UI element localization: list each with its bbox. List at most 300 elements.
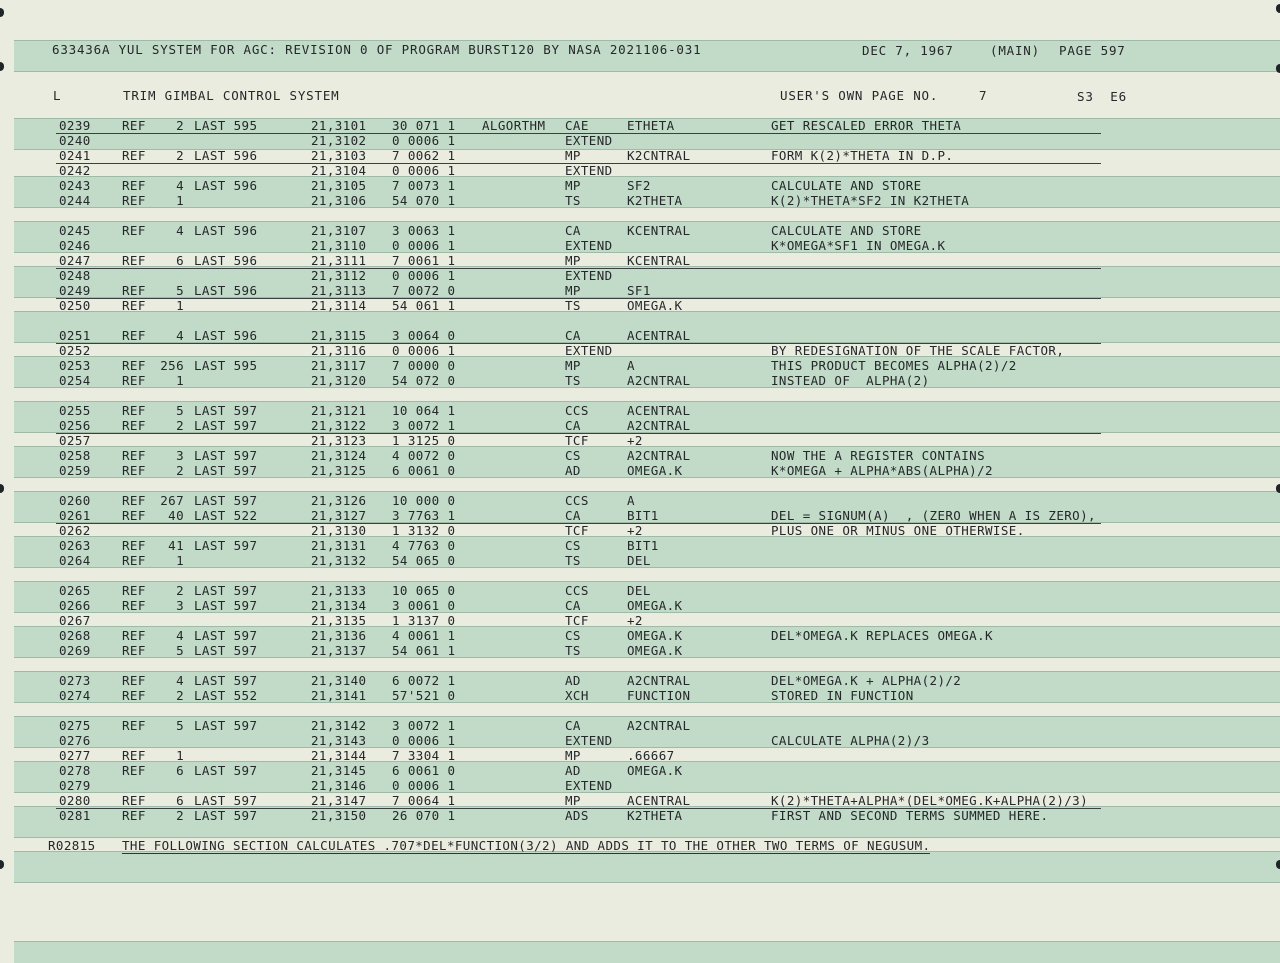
listing-row — [0, 494, 1200, 508]
operand: BIT1 — [627, 508, 659, 523]
ref-keyword: REF — [122, 598, 146, 613]
octal-word: 30 071 1 — [392, 118, 456, 133]
opcode: CA — [565, 718, 581, 733]
operand: A — [627, 358, 635, 373]
line-number: 0267 — [59, 613, 91, 628]
ref-keyword: REF — [122, 418, 146, 433]
address: 21,3130 — [311, 523, 367, 538]
listing-row — [0, 404, 1200, 418]
ref-count: 5 — [176, 718, 184, 733]
listing-row — [0, 419, 1200, 433]
opcode: CA — [565, 598, 581, 613]
ref-keyword: REF — [122, 793, 146, 808]
operand: .66667 — [627, 748, 675, 763]
last-ref: LAST 522 — [194, 508, 258, 523]
last-ref: LAST 597 — [194, 628, 258, 643]
address: 21,3116 — [311, 343, 367, 358]
operand: ACENTRAL — [627, 793, 691, 808]
listing-title: 633436A YUL SYSTEM FOR AGC: REVISION 0 OF PROGRAM BURST120 BY NASA 2021106-031 — [52, 42, 702, 57]
address: 21,3117 — [311, 358, 367, 373]
ref-keyword: REF — [122, 538, 146, 553]
opcode: CAE — [565, 118, 589, 133]
octal-word: 0 0006 1 — [392, 238, 456, 253]
opcode: MP — [565, 748, 581, 763]
ref-count: 2 — [176, 148, 184, 163]
comment: DEL*OMEGA.K + ALPHA(2)/2 — [771, 673, 962, 688]
last-ref: LAST 597 — [194, 403, 258, 418]
listing-row — [0, 719, 1200, 733]
octal-word: 7 3304 1 — [392, 748, 456, 763]
octal-word: 3 0072 1 — [392, 418, 456, 433]
last-ref: LAST 596 — [194, 283, 258, 298]
line-number: 0268 — [59, 628, 91, 643]
green-bar — [14, 851, 1280, 883]
operand: A — [627, 493, 635, 508]
opcode: CCS — [565, 403, 589, 418]
line-number: 0264 — [59, 553, 91, 568]
octal-word: 4 0061 1 — [392, 628, 456, 643]
opcode: CCS — [565, 493, 589, 508]
ref-keyword: REF — [122, 328, 146, 343]
line-number: 0278 — [59, 763, 91, 778]
feed-hole — [1276, 860, 1280, 869]
opcode: CS — [565, 538, 581, 553]
octal-word: 54 061 1 — [392, 643, 456, 658]
line-number: 0257 — [59, 433, 91, 448]
address: 21,3140 — [311, 673, 367, 688]
operand: ETHETA — [627, 118, 675, 133]
ref-keyword: REF — [122, 283, 146, 298]
listing-row — [0, 224, 1200, 238]
footer-comment: THE FOLLOWING SECTION CALCULATES .707*DEL*FUNCTION(3/2) AND ADDS IT TO THE OTHER TWO TERMS OF NEGUSUM. — [122, 838, 931, 853]
comment: GET RESCALED ERROR THETA — [771, 118, 962, 133]
line-number: 0256 — [59, 418, 91, 433]
line-number: 0243 — [59, 178, 91, 193]
ref-count: 5 — [176, 403, 184, 418]
ref-count: 40 — [168, 508, 184, 523]
ref-keyword: REF — [122, 193, 146, 208]
opcode: CA — [565, 418, 581, 433]
octal-word: 0 0006 1 — [392, 778, 456, 793]
last-ref: LAST 597 — [194, 538, 258, 553]
ref-count: 2 — [176, 688, 184, 703]
address: 21,3127 — [311, 508, 367, 523]
comment: CALCULATE AND STORE — [771, 223, 922, 238]
octal-word: 10 065 0 — [392, 583, 456, 598]
opcode: CA — [565, 508, 581, 523]
address: 21,3146 — [311, 778, 367, 793]
opcode: CS — [565, 448, 581, 463]
line-number: 0255 — [59, 403, 91, 418]
opcode: MP — [565, 793, 581, 808]
listing-row — [0, 374, 1200, 388]
line-number: 0244 — [59, 193, 91, 208]
operand: A2CNTRAL — [627, 448, 691, 463]
last-ref: LAST 597 — [194, 808, 258, 823]
ref-keyword: REF — [122, 688, 146, 703]
ref-count: 1 — [176, 373, 184, 388]
sheet-code: S3 E6 — [1077, 89, 1127, 104]
listing-row — [0, 779, 1200, 793]
listing-row — [0, 734, 1200, 748]
address: 21,3125 — [311, 463, 367, 478]
line-number: 0262 — [59, 523, 91, 538]
line-number: 0248 — [59, 268, 91, 283]
octal-word: 7 0073 1 — [392, 178, 456, 193]
listing-row — [0, 584, 1200, 598]
comment: NOW THE A REGISTER CONTAINS — [771, 448, 985, 463]
opcode: MP — [565, 253, 581, 268]
opcode: EXTEND — [565, 163, 613, 178]
ref-keyword: REF — [122, 808, 146, 823]
comment: PLUS ONE OR MINUS ONE OTHERWISE. — [771, 523, 1025, 538]
opcode: EXTEND — [565, 238, 613, 253]
listing-row — [0, 254, 1200, 268]
octal-word: 54 072 0 — [392, 373, 456, 388]
opcode: CS — [565, 628, 581, 643]
operand: A2CNTRAL — [627, 418, 691, 433]
line-number: 0251 — [59, 328, 91, 343]
line-number: 0249 — [59, 283, 91, 298]
ref-count: 2 — [176, 583, 184, 598]
opcode: MP — [565, 283, 581, 298]
octal-word: 7 0072 0 — [392, 283, 456, 298]
feed-hole — [1276, 4, 1280, 13]
comment: BY REDESIGNATION OF THE SCALE FACTOR, — [771, 343, 1065, 358]
listing-row — [0, 674, 1200, 688]
ref-keyword: REF — [122, 223, 146, 238]
operand: KCENTRAL — [627, 223, 691, 238]
operand: OMEGA.K — [627, 643, 683, 658]
octal-word: 0 0006 1 — [392, 733, 456, 748]
opcode: EXTEND — [565, 133, 613, 148]
listing-row — [0, 809, 1200, 823]
address: 21,3123 — [311, 433, 367, 448]
ref-keyword: REF — [122, 508, 146, 523]
ref-count: 41 — [168, 538, 184, 553]
operand: A2CNTRAL — [627, 373, 691, 388]
operand: +2 — [627, 523, 643, 538]
address: 21,3112 — [311, 268, 367, 283]
address: 21,3120 — [311, 373, 367, 388]
address: 21,3150 — [311, 808, 367, 823]
octal-word: 0 0006 1 — [392, 163, 456, 178]
listing-row — [0, 359, 1200, 373]
last-ref: LAST 596 — [194, 253, 258, 268]
line-number: 0240 — [59, 133, 91, 148]
octal-word: 1 3132 0 — [392, 523, 456, 538]
address: 21,3145 — [311, 763, 367, 778]
listing-row — [0, 539, 1200, 553]
symbol-label: ALGORTHM — [482, 118, 546, 133]
ref-keyword: REF — [122, 463, 146, 478]
opcode: CA — [565, 328, 581, 343]
line-number: 0259 — [59, 463, 91, 478]
octal-word: 1 3137 0 — [392, 613, 456, 628]
line-number: 0250 — [59, 298, 91, 313]
ref-keyword: REF — [122, 373, 146, 388]
feed-hole — [0, 8, 4, 17]
last-ref: LAST 597 — [194, 673, 258, 688]
operand: BIT1 — [627, 538, 659, 553]
opcode: TS — [565, 193, 581, 208]
listing-row — [0, 599, 1200, 613]
listing-row — [0, 434, 1200, 448]
line-number: 0253 — [59, 358, 91, 373]
listing-row — [0, 764, 1200, 778]
feed-hole — [1276, 484, 1280, 493]
feed-hole — [0, 62, 4, 71]
comment: CALCULATE AND STORE — [771, 178, 922, 193]
octal-word: 3 0063 1 — [392, 223, 456, 238]
opcode: AD — [565, 463, 581, 478]
octal-word: 7 0000 0 — [392, 358, 456, 373]
line-number: 0242 — [59, 163, 91, 178]
listing-date: DEC 7, 1967 — [862, 43, 954, 58]
last-ref: LAST 596 — [194, 328, 258, 343]
comment: INSTEAD OF ALPHA(2) — [771, 373, 930, 388]
comment: CALCULATE ALPHA(2)/3 — [771, 733, 930, 748]
opcode: EXTEND — [565, 778, 613, 793]
feed-hole — [0, 484, 4, 493]
last-ref: LAST 596 — [194, 178, 258, 193]
operand: FUNCTION — [627, 688, 691, 703]
operand: K2CNTRAL — [627, 148, 691, 163]
octal-word: 10 064 1 — [392, 403, 456, 418]
listing-row — [0, 119, 1200, 133]
address: 21,3113 — [311, 283, 367, 298]
opcode: MP — [565, 178, 581, 193]
listing-row — [0, 149, 1200, 163]
ref-keyword: REF — [122, 748, 146, 763]
listing-row — [0, 554, 1200, 568]
operand: +2 — [627, 613, 643, 628]
address: 21,3121 — [311, 403, 367, 418]
listing-row — [0, 284, 1200, 298]
ref-keyword: REF — [122, 553, 146, 568]
line-number: 0252 — [59, 343, 91, 358]
octal-word: 7 0062 1 — [392, 148, 456, 163]
address: 21,3111 — [311, 253, 367, 268]
opcode: EXTEND — [565, 268, 613, 283]
line-number: 0254 — [59, 373, 91, 388]
comment: FIRST AND SECOND TERMS SUMMED HERE. — [771, 808, 1049, 823]
opcode: EXTEND — [565, 343, 613, 358]
listing-row — [0, 134, 1200, 148]
ref-count: 5 — [176, 283, 184, 298]
address: 21,3115 — [311, 328, 367, 343]
ref-count: 2 — [176, 118, 184, 133]
operand: DEL — [627, 583, 651, 598]
operand: OMEGA.K — [627, 298, 683, 313]
address: 21,3105 — [311, 178, 367, 193]
address: 21,3103 — [311, 148, 367, 163]
listing-row — [0, 629, 1200, 643]
address: 21,3104 — [311, 163, 367, 178]
listing-row — [0, 344, 1200, 358]
last-ref: LAST 597 — [194, 463, 258, 478]
line-number: 0246 — [59, 238, 91, 253]
ref-count: 3 — [176, 448, 184, 463]
listing-row — [0, 164, 1200, 178]
octal-word: 4 0072 0 — [392, 448, 456, 463]
last-ref: LAST 597 — [194, 448, 258, 463]
octal-word: 54 065 0 — [392, 553, 456, 568]
opcode: TS — [565, 298, 581, 313]
ref-keyword: REF — [122, 403, 146, 418]
ref-keyword: REF — [122, 178, 146, 193]
ref-count: 4 — [176, 673, 184, 688]
comment: STORED IN FUNCTION — [771, 688, 914, 703]
address: 21,3122 — [311, 418, 367, 433]
ref-keyword: REF — [122, 448, 146, 463]
octal-word: 1 3125 0 — [392, 433, 456, 448]
log-section-title: TRIM GIMBAL CONTROL SYSTEM — [123, 88, 340, 103]
last-ref: LAST 596 — [194, 223, 258, 238]
ref-count: 267 — [160, 493, 184, 508]
users-page-label: USER'S OWN PAGE NO. — [780, 88, 939, 103]
line-number: 0263 — [59, 538, 91, 553]
line-number: 0245 — [59, 223, 91, 238]
line-number: 0274 — [59, 688, 91, 703]
listing-row — [0, 749, 1200, 763]
listing-row — [0, 179, 1200, 193]
operand: DEL — [627, 553, 651, 568]
address: 21,3132 — [311, 553, 367, 568]
operand: ACENTRAL — [627, 403, 691, 418]
comment: K*OMEGA + ALPHA*ABS(ALPHA)/2 — [771, 463, 993, 478]
opcode: TS — [565, 553, 581, 568]
last-ref: LAST 597 — [194, 643, 258, 658]
ref-count: 1 — [176, 298, 184, 313]
comment: FORM K(2)*THETA IN D.P. — [771, 148, 954, 163]
address: 21,3114 — [311, 298, 367, 313]
opcode: XCH — [565, 688, 589, 703]
octal-word: 0 0006 1 — [392, 343, 456, 358]
ref-keyword: REF — [122, 253, 146, 268]
ref-count: 1 — [176, 748, 184, 763]
listing-row — [0, 614, 1200, 628]
address: 21,3133 — [311, 583, 367, 598]
octal-word: 3 0061 0 — [392, 598, 456, 613]
address: 21,3101 — [311, 118, 367, 133]
ref-count: 2 — [176, 463, 184, 478]
octal-word: 3 0064 0 — [392, 328, 456, 343]
listing-row — [0, 509, 1200, 523]
ref-keyword: REF — [122, 583, 146, 598]
operand: OMEGA.K — [627, 628, 683, 643]
address: 21,3143 — [311, 733, 367, 748]
address: 21,3134 — [311, 598, 367, 613]
octal-word: 54 070 1 — [392, 193, 456, 208]
ref-count: 6 — [176, 763, 184, 778]
last-ref: LAST 552 — [194, 688, 258, 703]
line-number: 0261 — [59, 508, 91, 523]
opcode: TCF — [565, 613, 589, 628]
line-number: 0260 — [59, 493, 91, 508]
octal-word: 57'521 0 — [392, 688, 456, 703]
line-number: 0269 — [59, 643, 91, 658]
octal-word: 54 061 1 — [392, 298, 456, 313]
last-ref: LAST 595 — [194, 358, 258, 373]
listing-row — [0, 329, 1200, 343]
ref-keyword: REF — [122, 628, 146, 643]
ref-keyword: REF — [122, 763, 146, 778]
opcode: AD — [565, 673, 581, 688]
address: 21,3110 — [311, 238, 367, 253]
ref-count: 6 — [176, 793, 184, 808]
opcode: TCF — [565, 523, 589, 538]
line-number: 0241 — [59, 148, 91, 163]
address: 21,3147 — [311, 793, 367, 808]
last-ref: LAST 597 — [194, 493, 258, 508]
page-number: PAGE 597 — [1059, 43, 1126, 58]
address: 21,3131 — [311, 538, 367, 553]
ref-count: 1 — [176, 553, 184, 568]
line-number: 0279 — [59, 778, 91, 793]
operand: K2THETA — [627, 808, 683, 823]
operand: SF1 — [627, 283, 651, 298]
operand: K2THETA — [627, 193, 683, 208]
operand: +2 — [627, 433, 643, 448]
listing-row — [0, 464, 1200, 478]
opcode: TCF — [565, 433, 589, 448]
last-ref: LAST 597 — [194, 763, 258, 778]
ref-keyword: REF — [122, 643, 146, 658]
green-bar — [14, 941, 1280, 963]
ref-keyword: REF — [122, 298, 146, 313]
octal-word: 3 0072 1 — [392, 718, 456, 733]
listing-row — [0, 794, 1200, 808]
ref-keyword: REF — [122, 718, 146, 733]
ref-count: 2 — [176, 808, 184, 823]
opcode: ADS — [565, 808, 589, 823]
comment: THIS PRODUCT BECOMES ALPHA(2)/2 — [771, 358, 1017, 373]
feed-hole — [1276, 64, 1280, 73]
line-number: 0239 — [59, 118, 91, 133]
octal-word: 7 0061 1 — [392, 253, 456, 268]
operand: A2CNTRAL — [627, 673, 691, 688]
operand: OMEGA.K — [627, 463, 683, 478]
line-number: 0276 — [59, 733, 91, 748]
opcode: EXTEND — [565, 733, 613, 748]
listing-row — [0, 194, 1200, 208]
address: 21,3142 — [311, 718, 367, 733]
octal-word: 7 0064 1 — [392, 793, 456, 808]
listing-row — [0, 299, 1200, 313]
opcode: MP — [565, 358, 581, 373]
operand: SF2 — [627, 178, 651, 193]
octal-word: 4 7763 0 — [392, 538, 456, 553]
line-number: 0258 — [59, 448, 91, 463]
comment: K(2)*THETA*SF2 IN K2THETA — [771, 193, 970, 208]
ref-count: 5 — [176, 643, 184, 658]
listing-row — [0, 239, 1200, 253]
ref-count: 4 — [176, 223, 184, 238]
ref-count: 256 — [160, 358, 184, 373]
opcode: AD — [565, 763, 581, 778]
ref-keyword: REF — [122, 673, 146, 688]
last-ref: LAST 595 — [194, 118, 258, 133]
listing-row — [0, 269, 1200, 283]
ref-count: 4 — [176, 328, 184, 343]
comment: DEL = SIGNUM(A) , (ZERO WHEN A IS ZERO), — [771, 508, 1096, 523]
address: 21,3137 — [311, 643, 367, 658]
last-ref: LAST 597 — [194, 793, 258, 808]
ref-count: 4 — [176, 178, 184, 193]
users-page-number: 7 — [979, 88, 988, 103]
opcode: MP — [565, 148, 581, 163]
